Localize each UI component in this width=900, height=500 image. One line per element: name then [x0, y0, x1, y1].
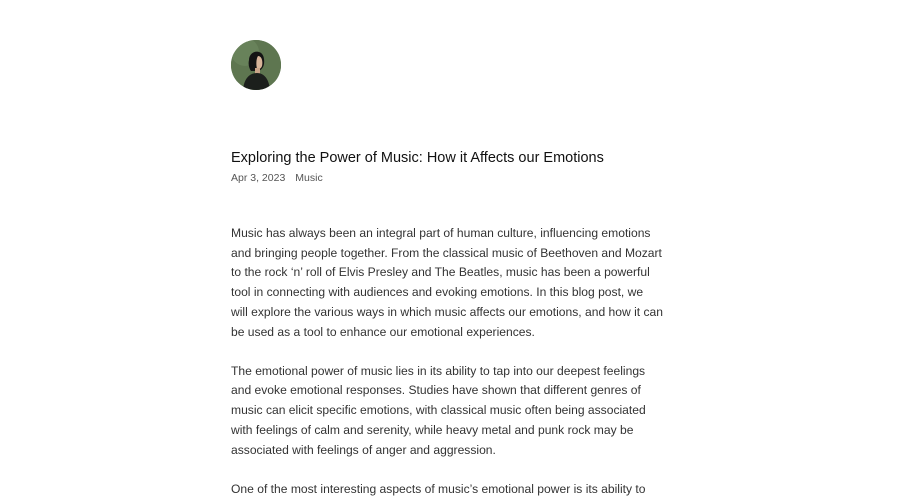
avatar-portrait-icon — [231, 40, 281, 90]
post-title[interactable]: Exploring the Power of Music: How it Affects our Emotions — [231, 150, 604, 166]
post-paragraph: The emotional power of music lies in its ability to tap into our deepest feelings and evoke emotional responses. Studies have shown that different genres of music can elicit specific emotions, with classical music often being associated with feelings of calm and serenity, while heavy metal and punk rock may be associated with feelings of anger and aggression. — [231, 363, 646, 457]
post-paragraph: One of the most interesting aspects of music’s emotional power is its ability to — [231, 481, 646, 496]
post-category-link[interactable]: Music — [295, 172, 323, 184]
post-meta — [231, 170, 323, 186]
post-date: Apr 3, 2023 — [231, 172, 286, 184]
post-content — [231, 224, 663, 500]
author-avatar[interactable] — [231, 40, 281, 90]
post-paragraph: Music has always been an integral part of human culture, influencing emotions and bringing people together. From the classical music of Beethoven and Mozart to the rock ‘n’ roll of Elvis Presley and The Beatles, music has been a powerful tool in connecting with audiences and evoking emotions. In this blog post, we will explore the various ways in which music affects our emotions, and how it can be used as a tool to enhance our emotional experiences. — [231, 226, 663, 339]
